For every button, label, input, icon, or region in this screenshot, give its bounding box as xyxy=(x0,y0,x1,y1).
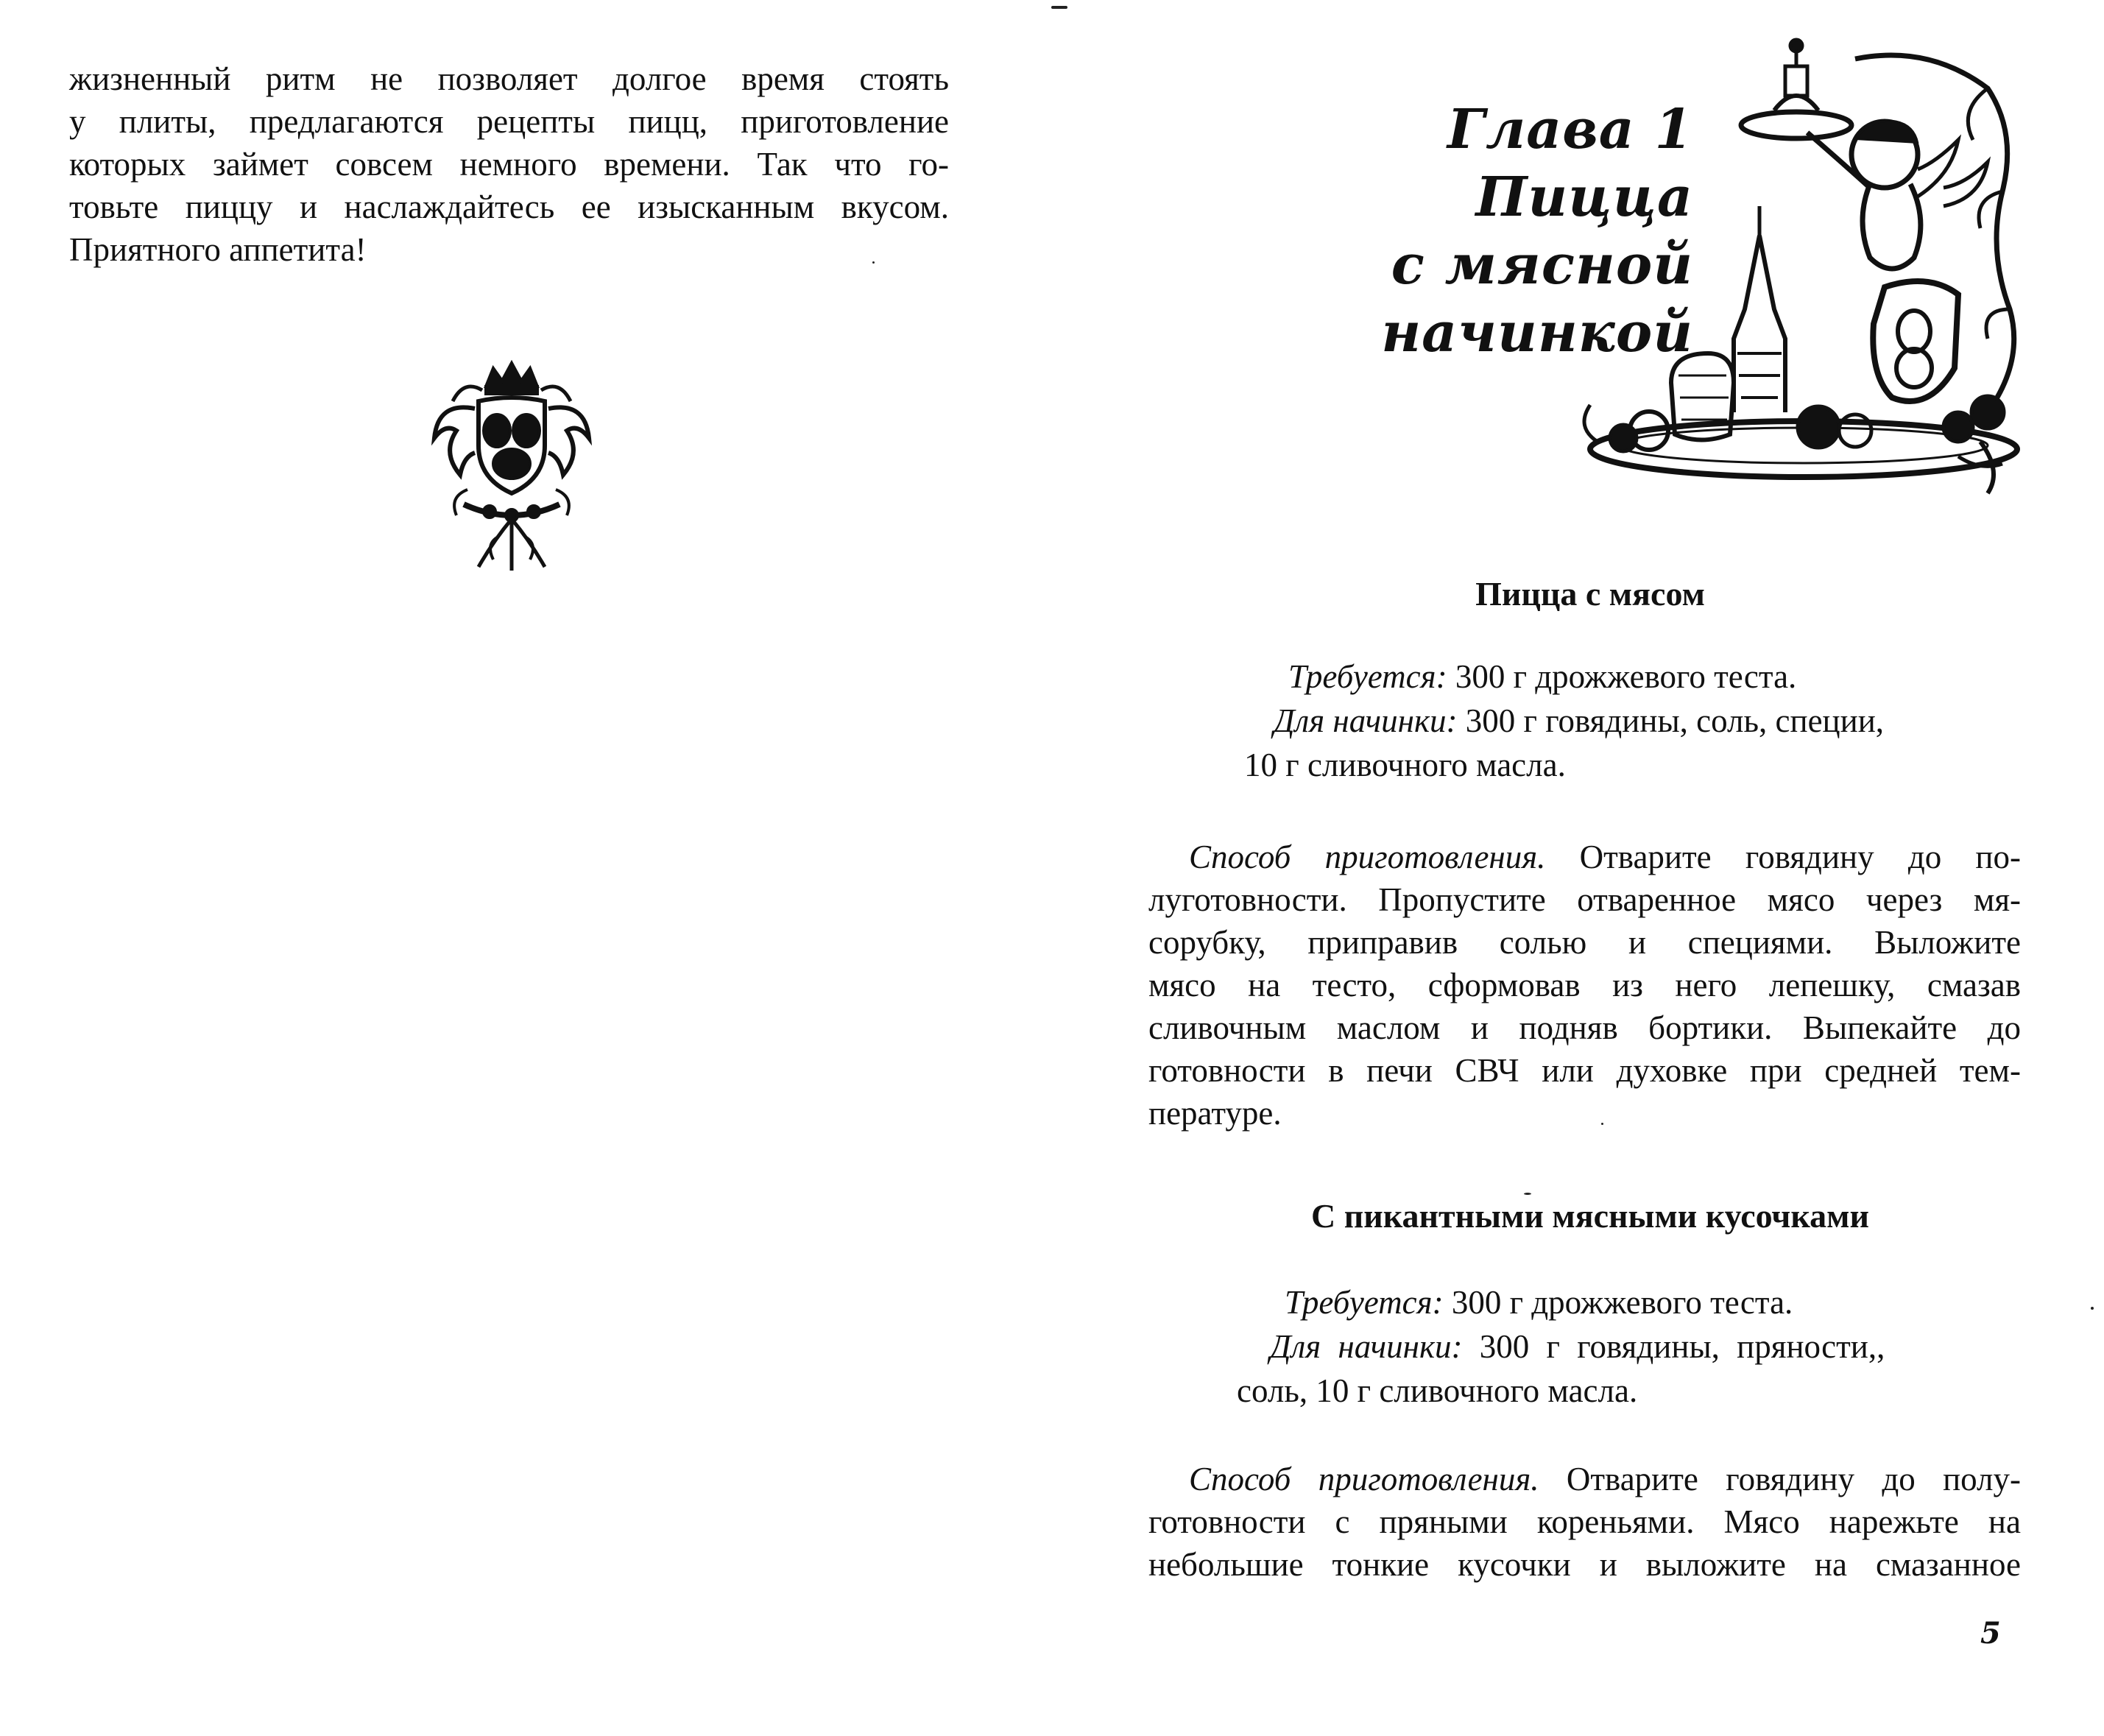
filling-continued-line: соль, 10 г сливочного масла. xyxy=(1237,1372,1638,1409)
requirement-line xyxy=(1285,1281,1793,1324)
filling-line xyxy=(1274,699,1884,742)
requirement-label: Требуется: xyxy=(1285,1284,1444,1321)
filling-label: Для начинки: xyxy=(1274,702,1458,739)
requirement-value: 300 г дрожжевого теста. xyxy=(1455,658,1797,695)
scan-artifact xyxy=(872,261,875,264)
recipe-title: С пикантными мясными кусочками xyxy=(1310,1197,1870,1235)
method-label: Способ приготовления. xyxy=(1189,1461,1539,1497)
requirements xyxy=(1285,1281,1793,1324)
scan-artifact xyxy=(2091,1307,2094,1310)
scan-artifact xyxy=(1524,1193,1531,1195)
text-line: готовности в печи СВЧ или духовке при средней тем- xyxy=(1148,1052,2021,1089)
text-line: жизненный ритм не позволяет долгое время стоять xyxy=(69,60,949,97)
chapter-title-line: начинкой xyxy=(1381,301,1693,364)
filling-label: Для начинки: xyxy=(1270,1328,1463,1365)
text-line xyxy=(1148,836,2021,878)
filling xyxy=(1274,699,1884,742)
requirements xyxy=(1288,655,1796,698)
filling-continued xyxy=(1237,1369,1637,1412)
left-page-text xyxy=(69,57,949,271)
requirement-label: Требуется: xyxy=(1288,658,1447,695)
scan-artifact xyxy=(1601,1123,1603,1125)
chapter-title-line: с мясной xyxy=(1391,233,1693,297)
text-line: луготовности. Пропустите отваренное мясо через мя- xyxy=(1148,881,2021,918)
chapter-number: Глава 1 xyxy=(1447,98,1693,161)
method-label: Способ приготовления. xyxy=(1189,839,1546,875)
filling-continued xyxy=(1244,744,1566,786)
text-line: сливочным маслом и подняв бортики. Выпекайте до xyxy=(1148,1009,2021,1046)
chapter-title-line: Пицца xyxy=(1475,166,1693,229)
filling-line xyxy=(1270,1325,1885,1368)
method-text xyxy=(1148,836,2021,1135)
text-line: которых займет совсем немного времени. Так что го- xyxy=(69,146,949,183)
method-line: Отварите говядину до полу- xyxy=(1566,1461,2021,1497)
requirement-line xyxy=(1288,655,1796,698)
text-line: сорубку, приправив солью и специями. Выложите xyxy=(1148,924,2021,961)
text-line: Приятного аппетита! xyxy=(69,231,367,268)
text-line: у плиты, предлагаются рецепты пицц, приготовление xyxy=(69,103,949,140)
page-number: 5 xyxy=(1980,1616,2001,1651)
text-line: готовности с пряными кореньями. Мясо нарежьте на xyxy=(1148,1503,2021,1540)
text-line: мясо на тесто, сформовав из него лепешку, смазав xyxy=(1148,967,2021,1003)
text-line: пературе. xyxy=(1148,1095,1282,1132)
scan-artifact xyxy=(1051,6,1067,9)
method-line: Отварите говядину до по- xyxy=(1579,839,2022,875)
filling-continued-line: 10 г сливочного масла. xyxy=(1244,747,1566,783)
filling-value: 300 г говядины, пряности,, xyxy=(1479,1328,1885,1365)
heraldic-crest-icon xyxy=(423,357,600,571)
method-text xyxy=(1148,1458,2021,1586)
recipe-title: Пицца с мясом xyxy=(1475,575,1705,613)
chapter-heading xyxy=(1082,96,1693,367)
text-line xyxy=(1148,1458,2021,1500)
requirement-value: 300 г дрожжевого теста. xyxy=(1451,1284,1793,1321)
filling-value: 300 г говядины, соль, специи, xyxy=(1465,702,1885,739)
text-line: товьте пиццу и наслаждайтесь ее изысканным вкусом. xyxy=(69,188,949,225)
text-line: небольшие тонкие кусочки и выложите на смазанное xyxy=(1148,1546,2021,1583)
filling xyxy=(1270,1325,1885,1368)
